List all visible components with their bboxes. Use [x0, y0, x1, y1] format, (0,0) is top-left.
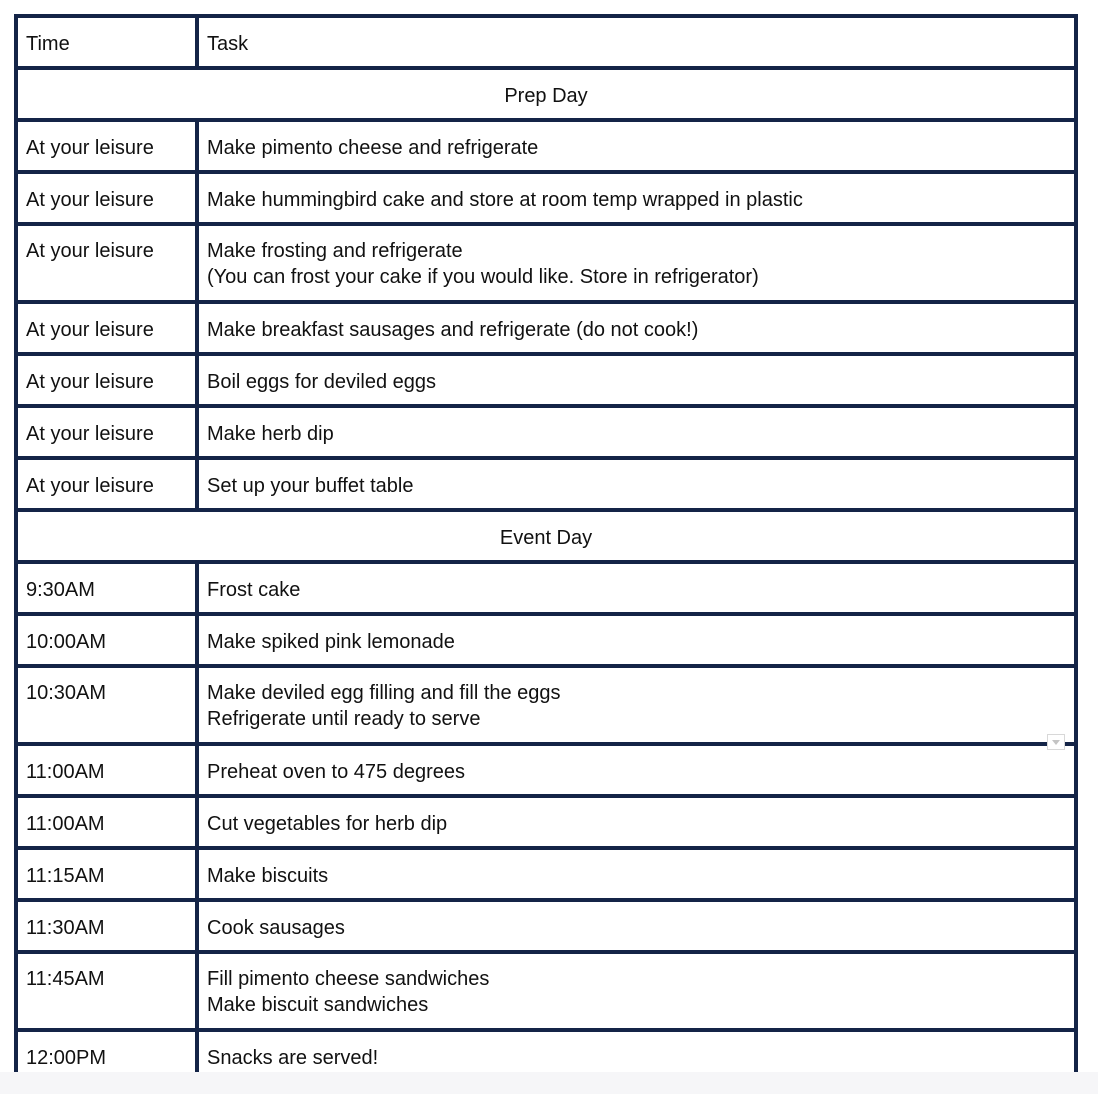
- time-cell[interactable]: At your leisure: [16, 224, 197, 302]
- table-row: [16, 172, 1076, 224]
- task-cell[interactable]: [197, 744, 1076, 796]
- time-cell[interactable]: At your leisure: [16, 302, 197, 354]
- task-line: Make deviled egg filling and fill the eggs: [207, 682, 561, 704]
- task-line: Refrigerate until ready to serve: [207, 708, 481, 730]
- task-line: Make spiked pink lemonade: [207, 631, 455, 653]
- time-cell[interactable]: At your leisure: [16, 458, 197, 510]
- task-line: (You can frost your cake if you would like. Store in refrigerator): [207, 266, 759, 288]
- table-row: [16, 952, 1076, 1030]
- task-cell[interactable]: [197, 614, 1076, 666]
- table-row: [16, 666, 1076, 744]
- task-cell[interactable]: [197, 458, 1076, 510]
- task-line: Make frosting and refrigerate: [207, 240, 463, 262]
- time-cell[interactable]: At your leisure: [16, 406, 197, 458]
- bottom-strip: [0, 1072, 1098, 1094]
- task-line: Preheat oven to 475 degrees: [207, 761, 465, 783]
- task-cell[interactable]: [197, 406, 1076, 458]
- time-cell[interactable]: At your leisure: [16, 172, 197, 224]
- header-task-cell[interactable]: Task: [197, 16, 1076, 68]
- time-cell[interactable]: 11:30AM: [16, 900, 197, 952]
- task-cell[interactable]: [197, 796, 1076, 848]
- schedule-table: [14, 14, 1078, 1084]
- time-cell[interactable]: 11:00AM: [16, 796, 197, 848]
- task-line: Make pimento cheese and refrigerate: [207, 137, 539, 159]
- chevron-down-icon[interactable]: [1047, 734, 1065, 750]
- schedule-table-body: [16, 16, 1076, 1082]
- table-row: [16, 354, 1076, 406]
- section-title-cell[interactable]: Event Day: [16, 510, 1076, 562]
- table-row: [16, 796, 1076, 848]
- task-line: Cut vegetables for herb dip: [207, 813, 448, 835]
- table-row: [16, 562, 1076, 614]
- task-line: Snacks are served!: [207, 1047, 379, 1069]
- table-row: [16, 848, 1076, 900]
- task-line: Make biscuits: [207, 865, 329, 887]
- task-line: Make herb dip: [207, 423, 334, 445]
- task-line: Cook sausages: [207, 917, 345, 939]
- header-time-cell[interactable]: Time: [16, 16, 197, 68]
- time-cell[interactable]: 11:15AM: [16, 848, 197, 900]
- time-cell[interactable]: At your leisure: [16, 120, 197, 172]
- time-cell[interactable]: 9:30AM: [16, 562, 197, 614]
- task-cell[interactable]: [197, 952, 1076, 1030]
- time-cell[interactable]: 12:00PM: [16, 1030, 197, 1082]
- table-row: [16, 900, 1076, 952]
- section-row: [16, 510, 1076, 562]
- task-cell[interactable]: [197, 224, 1076, 302]
- table-row: [16, 614, 1076, 666]
- time-cell[interactable]: 11:45AM: [16, 952, 197, 1030]
- task-line: Make breakfast sausages and refrigerate (do not cook!): [207, 319, 699, 341]
- task-line: Frost cake: [207, 579, 301, 601]
- task-cell[interactable]: [197, 848, 1076, 900]
- task-cell[interactable]: [197, 354, 1076, 406]
- section-title-cell[interactable]: Prep Day: [16, 68, 1076, 120]
- task-cell[interactable]: [197, 120, 1076, 172]
- section-row: [16, 68, 1076, 120]
- task-line: Set up your buffet table: [207, 475, 414, 497]
- task-line: Fill pimento cheese sandwiches: [207, 968, 490, 990]
- task-line: Make biscuit sandwiches: [207, 994, 429, 1016]
- table-row: [16, 744, 1076, 796]
- task-cell[interactable]: [197, 302, 1076, 354]
- time-cell[interactable]: 10:30AM: [16, 666, 197, 744]
- table-row: [16, 406, 1076, 458]
- table-row: [16, 120, 1076, 172]
- time-cell[interactable]: At your leisure: [16, 354, 197, 406]
- time-cell[interactable]: 11:00AM: [16, 744, 197, 796]
- task-cell[interactable]: [197, 900, 1076, 952]
- task-line: Boil eggs for deviled eggs: [207, 371, 437, 393]
- task-cell[interactable]: [197, 562, 1076, 614]
- table-row: [16, 224, 1076, 302]
- table-row: [16, 302, 1076, 354]
- task-line: Make hummingbird cake and store at room temp wrapped in plastic: [207, 189, 803, 211]
- task-cell[interactable]: [197, 172, 1076, 224]
- header-row: [16, 16, 1076, 68]
- table-row: [16, 458, 1076, 510]
- time-cell[interactable]: 10:00AM: [16, 614, 197, 666]
- task-cell[interactable]: [197, 666, 1076, 744]
